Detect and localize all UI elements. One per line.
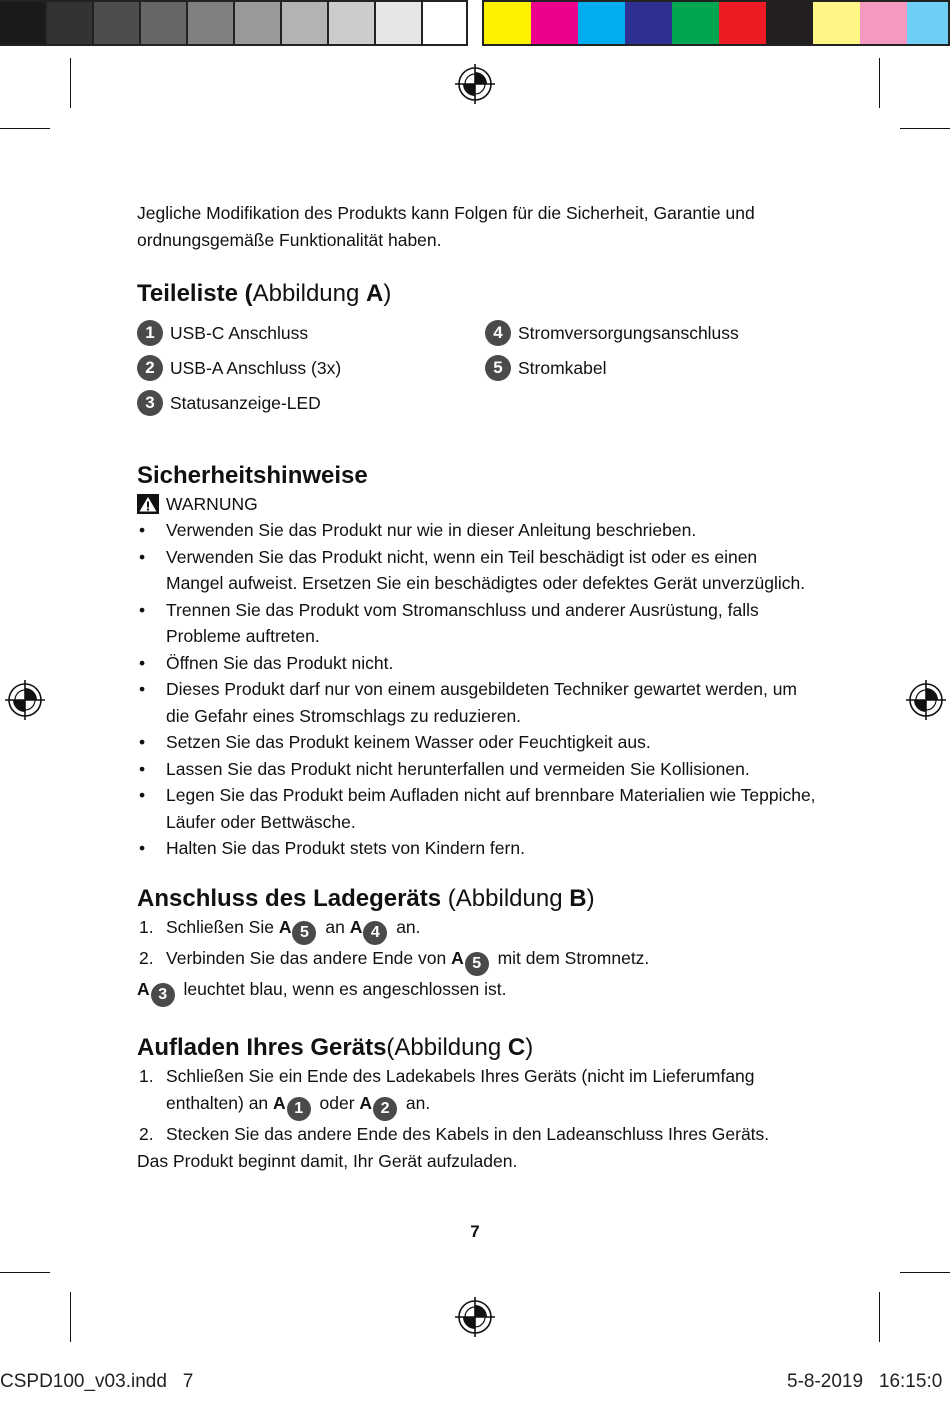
heading-bold: Anschluss des Ladegeräts	[137, 884, 442, 912]
intro-paragraph: Jegliche Modifikation des Produkts kann Folgen für die Sicherheit, Garantie und ordnungsgemäße Funktionalität haben.	[137, 203, 755, 250]
color-swatch	[860, 2, 907, 44]
slug-timestamp: 5-8-2019 16:15:0	[787, 1371, 943, 1392]
part-item	[485, 354, 815, 382]
step-number: 1.	[139, 1066, 154, 1087]
part-item	[137, 319, 485, 347]
crop-mark	[900, 128, 950, 129]
part-number-badge: 5	[292, 921, 316, 945]
list-item: • Halten Sie das Produkt stets von Kindern fern.	[137, 835, 817, 862]
crop-mark	[879, 58, 880, 108]
figure-ref: A	[137, 979, 150, 999]
list-item: • Verwenden Sie das Produkt nicht, wenn ein Teil beschädigt ist oder es einen Mangel aufweist. Ersetzen Sie ein beschädigtes oder defektes Gerät unverzüglich.	[137, 544, 817, 597]
step-item	[137, 1063, 817, 1121]
color-swatch	[578, 2, 625, 44]
registration-mark-icon	[455, 1297, 495, 1337]
part-item	[137, 354, 485, 382]
part-label: Statusanzeige-LED	[170, 392, 321, 413]
part-item	[485, 319, 815, 347]
part-number-badge: 5	[485, 355, 511, 381]
gray-swatch	[186, 0, 233, 46]
color-swatch	[813, 2, 860, 44]
list-item: • Trennen Sie das Produkt vom Stromanschluss und anderer Ausrüstung, falls Probleme auftreten.	[137, 597, 817, 650]
heading-normal: Abbildung	[252, 280, 367, 307]
step-item	[137, 914, 817, 945]
crop-mark	[879, 1292, 880, 1342]
slug-filename: CSPD100_v03.indd 7	[0, 1371, 194, 1392]
list-item: • Verwenden Sie das Produkt nur wie in dieser Anleitung beschrieben.	[137, 517, 817, 544]
color-swatch	[625, 2, 672, 44]
step-item	[137, 945, 817, 976]
gray-swatch	[280, 0, 327, 46]
heading-figure-letter: A	[366, 280, 384, 307]
gray-swatch	[45, 0, 92, 46]
part-item	[137, 389, 485, 417]
connect-heading	[137, 884, 817, 914]
note-text: leuchtet blau, wenn es angeschlossen ist.	[178, 979, 507, 999]
figure-ref: A	[451, 947, 464, 968]
safety-heading-text: Sicherheitshinweise	[137, 462, 368, 489]
gray-swatch	[139, 0, 186, 46]
heading-close: )	[586, 884, 595, 912]
color-swatch	[719, 2, 766, 44]
list-item: • Öffnen Sie das Produkt nicht.	[137, 650, 817, 677]
warning-label-row	[137, 491, 817, 517]
figure-ref: A	[349, 916, 363, 937]
part-number-badge: 3	[137, 390, 163, 416]
connect-steps	[137, 914, 817, 977]
gray-color-bar	[0, 0, 468, 50]
heading-bold: Aufladen Ihres Geräts	[137, 1034, 387, 1062]
step-text: an	[320, 916, 350, 937]
heading-figure-letter: B	[569, 884, 587, 912]
part-label: Stromkabel	[518, 357, 607, 378]
color-swatch	[531, 2, 578, 44]
step-text: oder	[314, 1092, 360, 1113]
crop-mark	[900, 1272, 950, 1273]
step-text: Verbinden Sie das andere Ende von	[166, 947, 452, 968]
step-text: Schließen Sie	[166, 916, 279, 937]
gray-swatch	[327, 0, 374, 46]
registration-mark-icon	[906, 680, 946, 720]
charge-heading	[137, 1033, 817, 1063]
step-text: an.	[391, 916, 421, 937]
warning-label: WARNUNG	[166, 493, 258, 514]
safety-bullet-list	[137, 517, 817, 862]
process-color-bar	[482, 0, 950, 46]
heading-close: )	[525, 1034, 534, 1062]
part-number-badge: 4	[363, 921, 387, 945]
step-number: 2.	[139, 947, 154, 968]
list-item: • Setzen Sie das Produkt keinem Wasser oder Feuchtigkeit aus.	[137, 729, 817, 756]
color-swatch	[907, 2, 948, 44]
part-number-badge: 2	[373, 1097, 397, 1121]
step-text: Stecken Sie das andere Ende des Kabels in den Ladeanschluss Ihres Geräts.	[166, 1124, 770, 1144]
step-item	[137, 1121, 817, 1148]
figure-ref: A	[359, 1092, 373, 1113]
crop-mark	[70, 1292, 71, 1342]
heading-normal: (Abbildung	[386, 1034, 508, 1062]
heading-close: )	[383, 280, 392, 307]
gray-swatch	[92, 0, 139, 46]
parts-list-heading	[137, 279, 817, 309]
color-swatch	[484, 2, 531, 44]
color-swatch	[672, 2, 719, 44]
list-item: • Legen Sie das Produkt beim Aufladen nicht auf brennbare Materialien wie Teppiche, Läufer oder Bettwäsche.	[137, 782, 817, 835]
part-number-badge: 1	[287, 1097, 311, 1121]
part-number-badge: 2	[137, 355, 163, 381]
crop-mark	[70, 58, 71, 108]
part-number-badge: 4	[485, 320, 511, 346]
list-item: • Dieses Produkt darf nur von einem ausgebildeten Techniker gewartet werden, um die Gefahr eines Stromschlags zu reduzieren.	[137, 676, 817, 729]
part-number-badge: 3	[151, 983, 175, 1007]
connect-note	[137, 976, 817, 1007]
charge-note: Das Produkt beginnt damit, Ihr Gerät aufzuladen.	[137, 1150, 518, 1171]
crop-mark	[0, 128, 50, 129]
part-label: USB-A Anschluss (3x)	[170, 357, 342, 378]
heading-figure-letter: C	[507, 1034, 526, 1062]
charge-steps	[137, 1063, 817, 1147]
list-item: • Lassen Sie das Produkt nicht herunterfallen und vermeiden Sie Kollisionen.	[137, 756, 817, 783]
warning-triangle-icon	[137, 494, 159, 514]
part-number-badge: 5	[465, 952, 489, 976]
parts-list	[137, 319, 817, 417]
page-content	[137, 200, 817, 1174]
step-number: 1.	[139, 916, 154, 937]
registration-mark-icon	[455, 64, 495, 104]
part-number-badge: 1	[137, 320, 163, 346]
gray-swatch	[233, 0, 280, 46]
figure-ref: A	[278, 916, 292, 937]
safety-heading	[137, 461, 817, 491]
step-text: mit dem Stromnetz.	[492, 947, 650, 968]
crop-mark	[0, 1272, 50, 1273]
gray-swatch	[421, 0, 468, 46]
gray-swatch	[374, 0, 421, 46]
step-text: an.	[401, 1092, 431, 1113]
step-text: Schließen Sie ein Ende des Ladekabels Ihres Geräts (nicht im Lieferumfang enthalten) an	[166, 1066, 755, 1113]
heading-normal: (Abbildung	[441, 884, 570, 912]
part-label: USB-C Anschluss	[170, 322, 309, 343]
color-swatch	[766, 2, 813, 44]
part-label: Stromversorgungsanschluss	[518, 322, 739, 343]
heading-bold: Teileliste (	[137, 280, 253, 307]
gray-swatch	[0, 0, 45, 46]
page-number: 7	[470, 1222, 480, 1241]
registration-mark-icon	[5, 680, 45, 720]
step-number: 2.	[139, 1124, 154, 1144]
figure-ref: A	[273, 1092, 286, 1113]
